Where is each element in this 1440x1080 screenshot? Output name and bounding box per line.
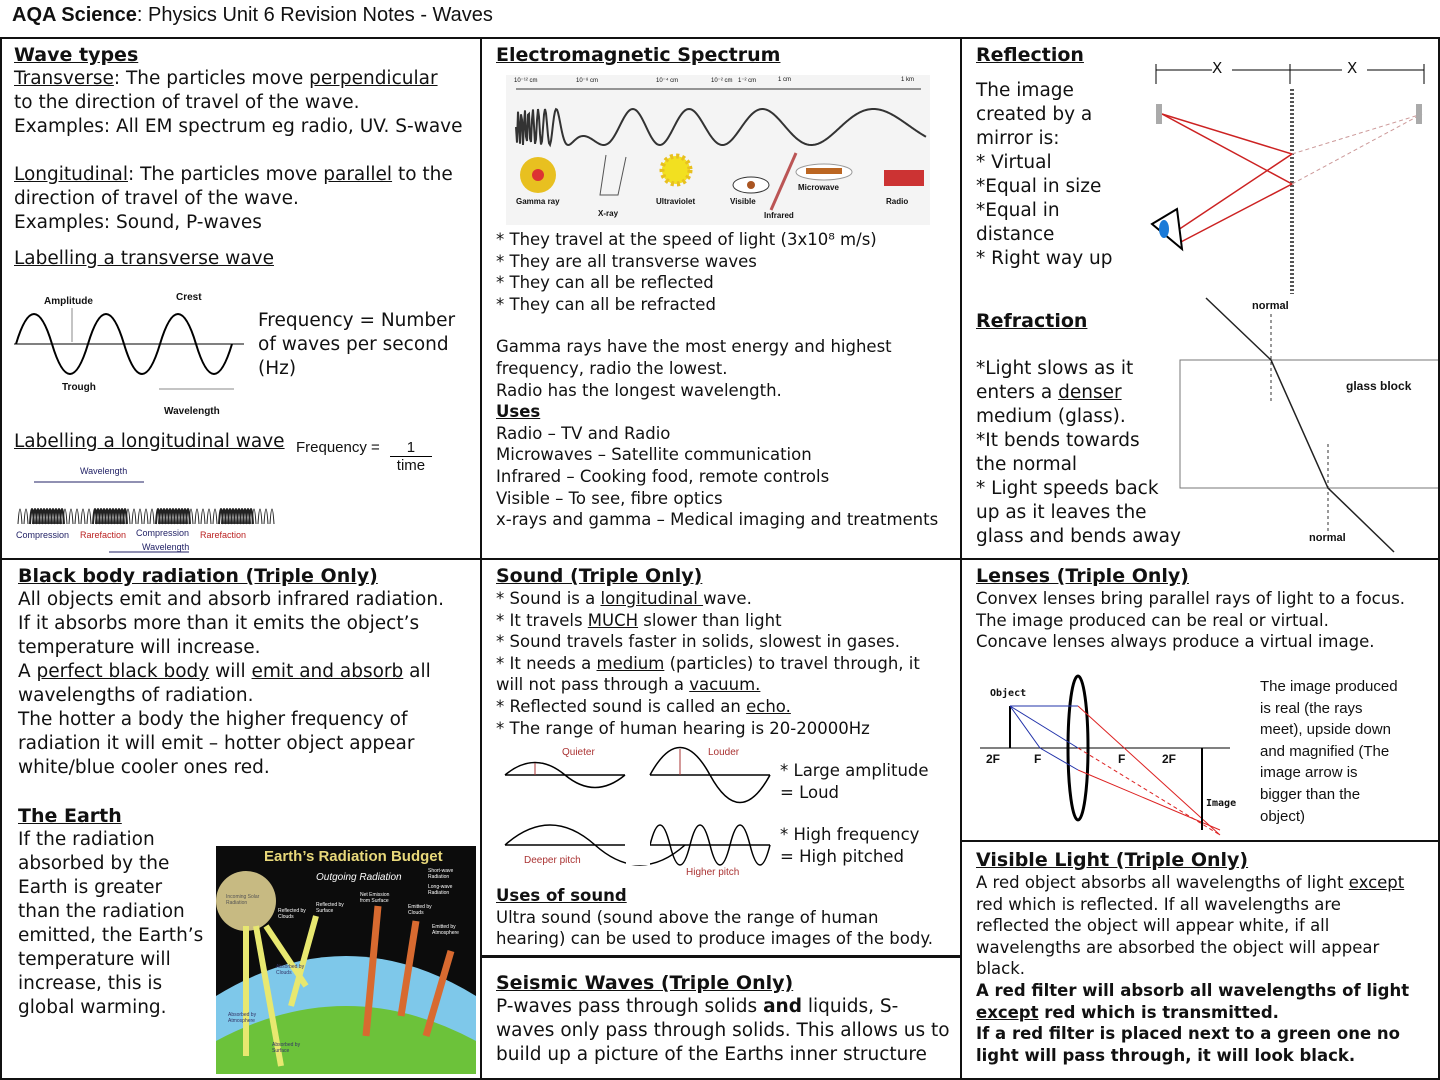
text: reflected the object will appear white, if all	[976, 916, 1330, 936]
bold-text: A red filter will absorb all wavelengths of light	[976, 980, 1410, 1000]
use: Visible – To see, fibre optics	[496, 488, 723, 508]
line	[496, 1019, 950, 1043]
trough-label: Trough	[62, 382, 96, 393]
line	[976, 429, 1181, 453]
line	[18, 756, 464, 780]
higher-pitch-label: Higher pitch	[686, 867, 740, 878]
refraction-diagram	[1176, 294, 1440, 554]
underlined-text: Longitudinal	[14, 164, 128, 185]
subheading: Labelling a longitudinal wave	[14, 431, 285, 452]
line	[976, 501, 1181, 525]
reflection-refraction-panel	[960, 37, 1440, 560]
absorbed-clouds-label: Absorbed by Clouds	[276, 964, 305, 976]
line: = High pitched	[780, 846, 904, 866]
text: : The particles move	[127, 164, 324, 185]
use: x-rays and gamma – Medical imaging and treatments	[496, 510, 939, 530]
f-label: F	[1034, 752, 1042, 766]
normal-label: normal	[1252, 300, 1289, 312]
text: to the	[392, 164, 453, 185]
reflection-diagram	[1142, 54, 1432, 304]
amplitude-note	[780, 760, 929, 803]
underlined-text: emit and absorb	[251, 661, 404, 682]
frequency-definition	[258, 309, 455, 381]
fact: * They can all be refracted	[496, 294, 716, 314]
underlined-text: perfect black body	[36, 661, 210, 682]
amplitude-label: Amplitude	[44, 296, 93, 307]
line	[976, 405, 1181, 429]
compression-label: Compression	[136, 528, 190, 538]
black-body-panel	[0, 558, 482, 1080]
body	[18, 588, 464, 780]
2f-label: 2F	[1162, 752, 1177, 766]
line	[976, 525, 1181, 549]
bold-underlined-text: except	[976, 1002, 1039, 1022]
earth-heading: The Earth	[18, 805, 122, 827]
incoming-label: Incoming Solar Radiation	[226, 894, 260, 906]
band-label: Visible	[730, 197, 756, 206]
text: medium (glass).	[976, 406, 1126, 427]
line: absorbed by the	[18, 853, 170, 874]
text: : The particles move	[113, 68, 310, 89]
text: enters a	[976, 382, 1059, 403]
use: Microwaves – Satellite communication	[496, 445, 812, 465]
underlined-text: medium	[596, 653, 665, 673]
bold-text: light will pass through, it will look black.	[976, 1045, 1356, 1065]
scale-tick-label: 10⁻² cm	[711, 78, 733, 84]
seismic-panel	[480, 955, 962, 1080]
line: Convex lenses bring parallel rays of light to a focus.	[976, 589, 1406, 608]
line: *Equal in size	[976, 176, 1102, 197]
heading: Visible Light (Triple Only)	[976, 849, 1249, 871]
absorbed-atmosphere-label: Absorbed by Atmosphere	[228, 1012, 257, 1024]
text: * It travels	[496, 610, 588, 630]
text: black.	[976, 959, 1026, 979]
energy-line: Radio has the longest wavelength.	[496, 380, 782, 400]
text: * Reflected sound is called an	[496, 696, 747, 716]
text: up as it leaves the	[976, 502, 1147, 523]
visible-light-panel	[960, 840, 1440, 1080]
line	[18, 708, 464, 732]
line	[14, 139, 468, 163]
text: temperature will increase.	[18, 637, 261, 658]
quieter-label: Quieter	[562, 747, 595, 758]
line	[18, 588, 464, 612]
f-label: F	[1118, 752, 1126, 766]
body	[14, 67, 468, 235]
em-spectrum-diagram	[506, 75, 930, 225]
line	[976, 872, 1424, 894]
scale-tick-label: 1 km	[901, 77, 915, 83]
text: *It bends towards	[976, 430, 1140, 451]
line	[976, 958, 1424, 980]
line: If the radiation	[18, 829, 155, 850]
sound-waves-diagram	[500, 745, 780, 880]
line	[496, 1043, 946, 1067]
text: will	[209, 661, 252, 682]
heading: Electromagnetic Spectrum	[496, 44, 781, 66]
line: distance	[976, 224, 1055, 245]
text: P-waves pass through solids	[496, 996, 764, 1017]
text: the normal	[976, 454, 1078, 475]
band-label: X-ray	[598, 209, 619, 218]
distance-x-label: X	[1347, 59, 1358, 77]
line	[14, 91, 468, 115]
line: Earth is greater	[18, 877, 163, 898]
refraction-body	[976, 357, 1181, 549]
line	[496, 610, 946, 632]
text: * It needs a	[496, 653, 597, 673]
reflected-surface-label: Reflected by Surface	[316, 902, 344, 914]
line: = Loud	[780, 782, 839, 802]
scale-tick-label: 1⁻² cm	[738, 78, 757, 84]
line	[496, 995, 946, 1019]
text: glass and bends away	[976, 526, 1181, 547]
underlined-text: longitudinal	[600, 589, 704, 608]
bold-text: and	[763, 996, 802, 1017]
uses-heading: Uses	[496, 402, 541, 422]
band-label: Microwave	[798, 183, 839, 192]
rarefaction-label: Rarefaction	[80, 530, 127, 540]
convex-lens-diagram	[980, 670, 1250, 840]
lens-note	[1260, 676, 1398, 827]
underlined-text: perpendicular	[309, 68, 438, 89]
uses-of-sound	[496, 885, 933, 950]
object-label: Object	[990, 688, 1027, 699]
line	[14, 163, 468, 187]
underlined-text: except	[1348, 873, 1405, 892]
line: increase, this is	[18, 973, 163, 994]
line: emitted, the Earth’s	[18, 925, 204, 946]
em-facts	[496, 229, 946, 531]
line: The image produced can be real or virtual.	[976, 610, 1329, 630]
underlined-text: Transverse	[14, 68, 114, 89]
line: and magnified (The	[1260, 742, 1390, 760]
scale-tick-label: 10⁻¹² cm	[514, 78, 538, 84]
line	[976, 381, 1181, 405]
underlined-text: vacuum.	[689, 675, 761, 695]
2f-label: 2F	[986, 752, 1001, 766]
line	[496, 653, 946, 675]
text: * Sound travels faster in solids, slowest in gases.	[496, 632, 900, 652]
bold-text: If a red filter is placed next to a green one no	[976, 1024, 1400, 1044]
rarefaction-label: Rarefaction	[200, 530, 247, 540]
line: mirror is:	[976, 128, 1060, 149]
energy-line: Gamma rays have the most energy and highest	[496, 337, 892, 357]
fact: * They can all be reflected	[496, 273, 714, 293]
line: *Equal in	[976, 200, 1060, 221]
line	[14, 115, 468, 139]
line	[18, 732, 464, 756]
text: wavelengths of radiation.	[18, 685, 254, 706]
underlined-text: MUCH	[587, 610, 639, 630]
heading: Wave types	[14, 44, 139, 66]
text: Examples: Sound, P-waves	[14, 212, 262, 233]
transverse-wave-diagram	[14, 294, 244, 419]
line	[976, 1045, 1424, 1067]
outgoing-label: Outgoing Radiation	[316, 872, 402, 883]
uses-heading: Uses of sound	[496, 886, 627, 905]
text: red which is reflected. If all wavelengths are	[976, 894, 1341, 914]
subheading: Labelling a transverse wave	[14, 248, 274, 269]
text: Examples: All EM spectrum eg radio, UV. S-wave	[14, 116, 463, 137]
line: Frequency = Number	[258, 310, 456, 331]
body	[976, 588, 1424, 653]
formula-lhs: Frequency =	[296, 439, 380, 456]
underlined-text: denser	[1058, 382, 1122, 403]
reflected-clouds-label: Reflected by Clouds	[278, 908, 306, 920]
page-title	[12, 4, 493, 27]
scale-tick-label: 10⁻⁸ cm	[576, 78, 599, 84]
line: temperature will	[18, 949, 171, 970]
line	[976, 1023, 1424, 1045]
line	[496, 588, 946, 610]
deeper-pitch-label: Deeper pitch	[524, 855, 581, 866]
title-brand: AQA Science	[12, 4, 137, 26]
emitted-clouds-label: Emitted by Clouds	[408, 904, 432, 916]
text: A red object absorbs all wavelengths of light	[976, 873, 1349, 892]
text: liquids, S-	[801, 996, 899, 1017]
line	[976, 1002, 1424, 1024]
line: The image	[976, 80, 1074, 101]
text: will not pass through a	[496, 675, 690, 695]
formula-numerator: 1	[390, 439, 432, 457]
text: all	[403, 661, 431, 682]
line	[18, 612, 464, 636]
short-wave-label: Short-wave Radiation	[428, 868, 454, 880]
frequency-note	[780, 824, 919, 867]
line: Concave lenses always produce a virtual image.	[976, 632, 1375, 652]
refraction-heading: Refraction	[976, 310, 1088, 332]
line	[14, 187, 468, 211]
normal-label: normal	[1309, 532, 1346, 544]
text: wave.	[703, 589, 752, 608]
line	[976, 453, 1181, 477]
text: waves only pass through solids. This allows us to	[496, 1020, 950, 1041]
line	[976, 477, 1181, 501]
line: * Virtual	[976, 152, 1052, 173]
text: * Light speeds back	[976, 478, 1159, 499]
distance-x-label: X	[1212, 59, 1223, 77]
text: build up a picture of the Earths inner structure	[496, 1044, 927, 1065]
frequency-formula	[296, 439, 432, 474]
line	[18, 660, 464, 684]
text: A	[18, 661, 37, 682]
body	[496, 588, 946, 739]
text: direction of travel of the wave.	[14, 188, 299, 209]
line: bigger than the	[1260, 785, 1361, 803]
line	[14, 67, 468, 91]
use: Infrared – Cooking food, remote controls	[496, 466, 830, 486]
net-emission-label: Net Emission from Surface	[360, 892, 390, 904]
text: The hotter a body the higher frequency of	[18, 709, 408, 730]
crest-label: Crest	[176, 292, 202, 303]
line: * Right way up	[976, 248, 1113, 269]
line: * Large amplitude	[780, 761, 929, 780]
line: * High frequency	[780, 825, 920, 844]
earth-radiation-budget-diagram	[216, 846, 476, 1074]
fact: * They travel at the speed of light (3x10⁸ m/s)	[496, 230, 877, 249]
text: *Light slows as it	[976, 358, 1134, 379]
line	[14, 211, 468, 235]
line	[496, 674, 946, 696]
glass-block-label: glass block	[1346, 379, 1412, 393]
louder-label: Louder	[708, 747, 740, 758]
wavelength-label: Wavelength	[142, 542, 190, 552]
longitudinal-wave-diagram	[14, 464, 276, 559]
lenses-panel	[960, 558, 1440, 842]
scale-tick-label: 1 cm	[778, 77, 792, 83]
diagram-title: Earth’s Radiation Budget	[264, 848, 443, 865]
line: global warming.	[18, 997, 167, 1018]
line	[18, 684, 464, 708]
formula-denominator: time	[396, 457, 426, 474]
long-wave-label: Long-wave Radiation	[428, 884, 453, 896]
line	[976, 894, 1424, 916]
text: radiation it will emit – hotter object appear	[18, 733, 415, 754]
use: Radio – TV and Radio	[496, 423, 671, 443]
text: * Sound is a	[496, 589, 601, 608]
sound-panel	[480, 558, 962, 958]
text: to the direction of travel of the wave.	[14, 92, 360, 113]
line: object)	[1260, 807, 1306, 825]
band-label: Gamma ray	[516, 197, 560, 206]
line: is real (the rays	[1260, 699, 1363, 717]
wavelength-label: Wavelength	[80, 466, 128, 476]
emitted-atmosphere-label: Emitted by Atmosphere	[432, 924, 459, 936]
line: created by a	[976, 104, 1093, 125]
text: (particles) to travel through, it	[664, 653, 920, 673]
underlined-text: echo.	[746, 696, 791, 716]
line	[18, 636, 464, 660]
line: of waves per second	[258, 334, 449, 355]
heading: Lenses (Triple Only)	[976, 565, 1189, 587]
scale-tick-label: 10⁻⁴ cm	[656, 78, 679, 84]
heading: Sound (Triple Only)	[496, 565, 703, 587]
text: wavelengths are absorbed the object will appear	[976, 937, 1380, 957]
line: Ultra sound (sound above the range of human	[496, 907, 879, 927]
body	[496, 995, 950, 1067]
wave-types-panel	[0, 37, 482, 560]
text: * The range of human hearing is 20-20000Hz	[496, 718, 870, 738]
line	[496, 696, 946, 718]
line: image arrow is	[1260, 764, 1358, 782]
text: If it absorbs more than it emits the object’s	[18, 613, 420, 634]
band-label: Infrared	[764, 211, 794, 220]
image-label: Image	[1206, 798, 1237, 809]
line: (Hz)	[258, 358, 297, 379]
line	[976, 980, 1424, 1002]
line	[496, 631, 946, 653]
band-label: Radio	[886, 197, 909, 206]
band-label: Ultraviolet	[656, 197, 696, 206]
line	[976, 937, 1424, 959]
body	[976, 872, 1424, 1066]
line: The image produced	[1260, 678, 1398, 695]
line: meet), upside down	[1260, 721, 1391, 739]
text: slower than light	[638, 610, 782, 630]
text: All objects emit and absorb infrared radiation.	[18, 589, 444, 610]
energy-line: frequency, radio the lowest.	[496, 358, 728, 378]
reflection-heading: Reflection	[976, 44, 1084, 66]
absorbed-surface-label: Absorbed by Surface	[272, 1042, 301, 1054]
heading: Seismic Waves (Triple Only)	[496, 972, 794, 994]
bold-text: red which is transmitted.	[1038, 1002, 1279, 1022]
text: white/blue cooler ones red.	[18, 757, 270, 778]
compression-label: Compression	[16, 530, 70, 540]
line: hearing) can be used to produce images of the body.	[496, 929, 933, 949]
line: than the radiation	[18, 901, 185, 922]
heading: Black body radiation (Triple Only)	[18, 565, 378, 587]
title-text: : Physics Unit 6 Revision Notes - Waves	[136, 4, 493, 26]
line	[496, 718, 946, 740]
wavelength-label: Wavelength	[164, 406, 220, 417]
underlined-text: parallel	[323, 164, 393, 185]
em-spectrum-panel	[480, 37, 962, 560]
fact: * They are all transverse waves	[496, 251, 757, 271]
line	[976, 915, 1424, 937]
line	[976, 357, 1181, 381]
